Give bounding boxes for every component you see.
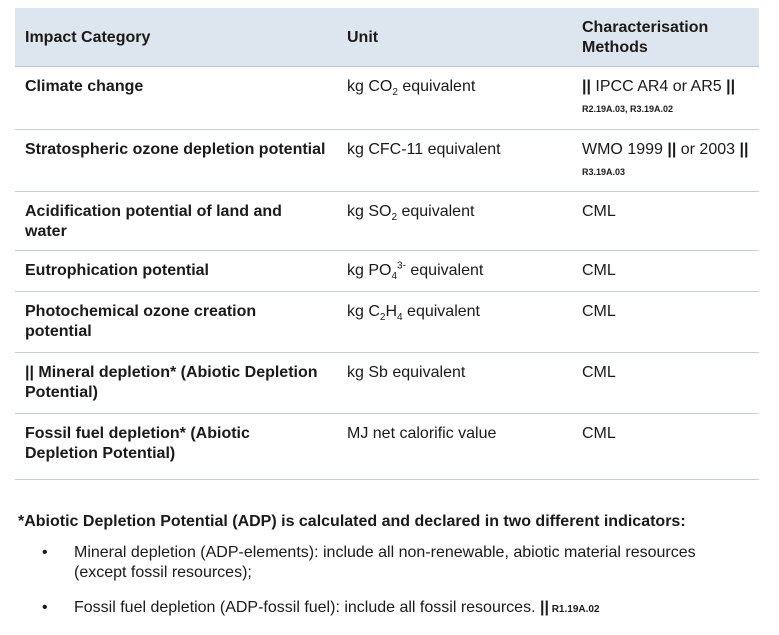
method-text: or 2003 — [676, 141, 740, 158]
method-cell — [572, 353, 759, 414]
method-text: CML — [582, 203, 616, 220]
table-row — [15, 67, 759, 130]
header-characterisation-methods: Characterisation Methods — [572, 8, 759, 67]
unit-subscript: 4 — [397, 312, 403, 324]
unit-text-suffix: equivalent — [402, 303, 480, 320]
adp-footnote: *Abiotic Depletion Potential (ADP) is calculated and declared in two different indicators: — [18, 513, 686, 530]
unit-cell — [337, 292, 572, 353]
unit-text: kg SO — [347, 203, 392, 220]
unit-cell — [337, 192, 572, 251]
requirement-reference: R1.19A.02 — [548, 604, 600, 615]
table-row — [15, 251, 759, 292]
category-cell — [15, 130, 337, 192]
unit-text: kg C — [347, 303, 380, 320]
unit-cell — [337, 414, 572, 480]
revision-marker: || — [25, 364, 34, 381]
category-text: Photochemical ozone creation potential — [25, 303, 257, 340]
unit-text-suffix: equivalent — [397, 203, 475, 220]
bullet-icon: • — [42, 599, 48, 616]
unit-text: H — [385, 303, 398, 320]
unit-subscript: 4 — [391, 271, 398, 283]
method-text: CML — [582, 364, 616, 381]
requirement-reference: R3.19A.03 — [582, 167, 626, 177]
method-text: CML — [582, 303, 616, 320]
unit-text: MJ net calorific value — [347, 425, 497, 442]
method-cell — [572, 130, 759, 192]
list-item — [36, 598, 736, 620]
method-cell — [572, 292, 759, 353]
revision-marker: || — [539, 599, 549, 616]
header-impact-category: Impact Category — [15, 8, 337, 67]
method-cell — [572, 192, 759, 251]
table-row — [15, 353, 759, 414]
unit-text: kg CFC-11 equivalent — [347, 141, 501, 158]
unit-text-suffix: equivalent — [397, 78, 476, 95]
table-row — [15, 414, 759, 480]
category-text: Stratospheric ozone depletion potential — [25, 141, 326, 158]
revision-marker: || — [582, 78, 591, 95]
category-text: Climate change — [25, 78, 144, 95]
unit-cell — [337, 67, 572, 130]
header-unit: Unit — [337, 8, 572, 67]
category-text: Mineral depletion* (Abiotic Depletion Potential) — [25, 364, 318, 401]
category-cell — [15, 67, 337, 130]
revision-marker: || — [726, 78, 736, 95]
requirement-reference: R2.19A.03, R3.19A.02 — [582, 104, 674, 114]
table-row — [15, 192, 759, 251]
unit-superscript: 3- — [397, 260, 406, 272]
unit-subscript: 2 — [391, 212, 398, 224]
category-text: Acidification potential of land and water — [25, 203, 282, 240]
method-cell — [572, 251, 759, 292]
table-row — [15, 292, 759, 353]
unit-cell — [337, 251, 572, 292]
adp-indicator-list — [36, 543, 736, 635]
revision-marker: || — [667, 141, 677, 158]
list-item-text: Mineral depletion (ADP-elements): include all non-renewable, abiotic material resources (except fossil resources); — [74, 544, 696, 581]
category-cell — [15, 353, 337, 414]
list-item-text: Fossil fuel depletion (ADP-fossil fuel): include all fossil resources. — [74, 599, 540, 616]
unit-subscript: 2 — [392, 87, 398, 99]
category-text: Fossil fuel depletion* (Abiotic Depletion Potential) — [25, 425, 250, 462]
category-cell — [15, 192, 337, 251]
revision-marker: || — [739, 141, 749, 158]
method-text: CML — [582, 425, 616, 442]
table-row — [15, 130, 759, 192]
unit-text: kg Sb equivalent — [347, 364, 466, 381]
unit-text: kg CO — [347, 78, 393, 95]
bullet-icon: • — [42, 544, 48, 561]
category-cell — [15, 251, 337, 292]
unit-text-suffix: equivalent — [405, 262, 484, 279]
method-text: WMO 1999 — [582, 141, 668, 158]
method-cell — [572, 414, 759, 480]
unit-cell — [337, 353, 572, 414]
list-item — [36, 543, 736, 583]
method-text: IPCC AR4 or AR5 — [590, 78, 727, 95]
category-cell — [15, 292, 337, 353]
impact-category-table — [15, 8, 759, 480]
method-text: CML — [582, 262, 616, 279]
category-cell — [15, 414, 337, 480]
unit-text: kg PO — [347, 262, 392, 279]
unit-subscript: 2 — [379, 312, 386, 324]
category-text: Eutrophication potential — [25, 262, 209, 279]
table-header-row — [15, 8, 759, 67]
unit-cell — [337, 130, 572, 192]
method-cell — [572, 67, 759, 130]
